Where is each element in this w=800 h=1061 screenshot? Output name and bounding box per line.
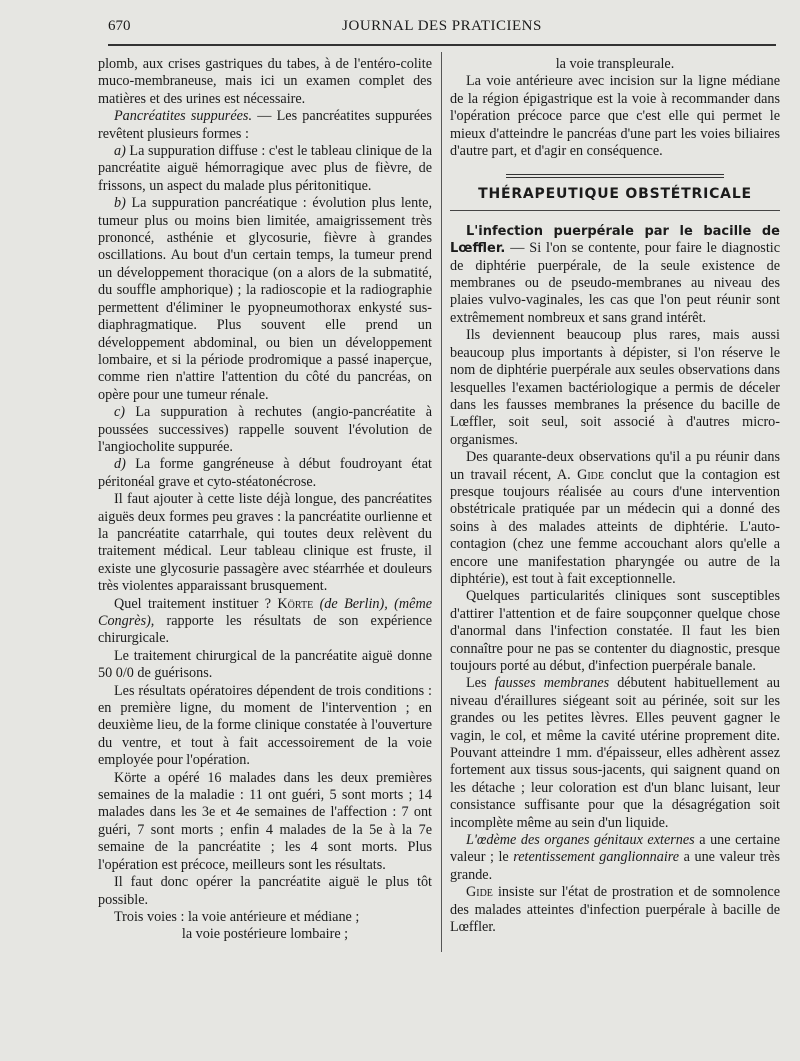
paragraph-text: rapporte les résultats de son expérience chirurgicale. — [98, 613, 432, 647]
italic-phrase: retentissement ganglionnaire — [513, 849, 680, 866]
paragraph — [98, 56, 432, 108]
paragraph — [98, 404, 432, 456]
italic-lead: L'œdème des organes génitaux externes — [466, 832, 695, 849]
page-number: 670 — [108, 18, 131, 34]
paragraph — [98, 770, 432, 874]
paragraph-text: Quel traitement instituer ? — [114, 595, 278, 612]
right-column-body — [450, 223, 780, 937]
left-column — [98, 56, 432, 944]
paragraph — [450, 884, 780, 936]
paragraph-text: Des quarante-deux observations qu'il a pu réunir dans un travail récent, A. — [450, 449, 780, 483]
paragraph-text: La forme gangréneuse à début foudroyant état péritonéal grave et cyto-stéatonécrose. — [98, 456, 432, 490]
paragraph-text: a une certaine valeur ; le — [450, 832, 780, 866]
paragraph — [450, 588, 780, 675]
paragraph — [450, 675, 780, 832]
paragraph — [98, 874, 432, 909]
paragraph — [98, 143, 432, 195]
paragraph-text: la voie postérieure lombaire ; — [181, 926, 349, 943]
paragraph-text: La voie antérieure avec incision sur la ligne médiane de la région épigastrique est la voie à recommander dans l'opération précoce parce que c'est elle qui permet le mieux d'atteindre le pancréas d'une part les voies biliaires d'autre part, et d'agir en conséquence. — [450, 73, 780, 160]
paragraph — [98, 926, 432, 943]
author-name: Körte — [277, 595, 314, 612]
italic-lead: a) — [114, 143, 126, 160]
page-header — [108, 14, 776, 42]
italic-phrase: (de Berlin), (même Congrès), — [98, 595, 432, 629]
paragraph-text: la voie transpleurale. — [555, 56, 675, 72]
paragraph — [98, 491, 432, 595]
paragraph-text: a une valeur très grande. — [450, 849, 780, 883]
paragraph-text: débutent habituellement au niveau d'éraillures siégeant soit au périnée, soit sur les grandes ou les petites lèvres. Elles peuvent gagner le vagin, le col, et même la cavité utérine proprement dite. Pouvant atteindre 1 mm. d'épaisseur, elles adhèrent assez fortement aux tissus sous-jacents, qui saignent quand on les détache ; leur coloration est d'un blanc luisant, leur consistance suffisante pour que la désagrégation soit incomplète même au sein d'un liquide. — [450, 675, 780, 831]
paragraph — [98, 683, 432, 770]
italic-lead: b) — [114, 195, 126, 212]
italic-phrase: fausses membranes — [494, 675, 610, 692]
paragraph — [98, 195, 432, 404]
paragraph — [450, 832, 780, 884]
author-name: Gide — [577, 466, 604, 483]
column-divider — [441, 52, 442, 952]
paragraph-text: La suppuration à rechutes (angio-pancréatite à poussées successives) rappelle souvent l'évolution de l'angiocholite suppurée. — [98, 404, 432, 455]
paragraph-text: conclut que la contagion est presque toujours réalisée au cours d'une intervention obstétricale pratiquée par un médecin qui a donné des soins à des malades atteints de diphtérie. L'auto-contagion (chez une femme accouchant alors qu'elle a encore une manifestation pharyngée ou autre de la diphtérie), est tout à fait exceptionnelle. — [450, 466, 780, 587]
article-title: L'infection puerpérale par le bacille de Lœffler. — [450, 223, 780, 257]
paragraph-text: Les résultats opératoires dépendent de trois conditions : en première ligne, du moment de l'intervention ; en deuxième lieu, de la forme clinique constatée à l'ouverture du ventre, et tout à fait accessoirement de la voie employée pour l'opération. — [98, 682, 432, 769]
author-name: Gide — [466, 884, 493, 901]
paragraph-text: Trois voies : la voie antérieure et médiane ; — [114, 908, 360, 925]
paragraph — [98, 596, 432, 648]
paragraph — [98, 456, 432, 491]
paragraph — [450, 327, 780, 449]
section-divider — [506, 174, 724, 178]
right-column — [450, 56, 780, 937]
paragraph-text: Ils deviennent beaucoup plus rares, mais aussi beaucoup plus importants à dépister, si l'on réserve le nom de diphtérie puerpérale aux seules observations dans lesquelles l'examen bactériologique a permis de déceler dans les fausses membranes la présence du bacille de Lœffler, soit seul, soit associé à d'autres micro-organismes. — [450, 327, 780, 448]
paragraph-text: Quelques particularités cliniques sont susceptibles d'attirer l'attention et de faire soupçonner quelque chose d'anormal dans l'infection constatée. Il faut les bien connaître pour ne pas se contenter du diagnostic, presque toujours porté au début, d'infection puerpérale banale. — [450, 588, 780, 674]
paragraph-text: plomb, aux crises gastriques du tabes, à de l'entéro-colite muco-membraneuse, mais ici un examen complet des matières et des urines est nécessaire. — [98, 56, 432, 107]
paragraph — [98, 648, 432, 683]
paragraph — [98, 909, 432, 926]
paragraph-text: Le traitement chirurgical de la pancréatite aiguë donne 50 0/0 de guérisons. — [98, 647, 432, 682]
running-head: JOURNAL DES PRATICIENS — [342, 18, 542, 34]
paragraph-text: Il faut ajouter à cette liste déjà longue, des pancréatites aiguës deux formes peu graves : la pancréatite ourlienne et la pancréatite catarrhale, qui toutes deux relèvent du traitement médical. Leur tableau clinique est fruste, il existe une glycosurie passagère avec stéarrhée et douleurs très violentes apparaissant brusquement. — [98, 491, 432, 595]
paragraph — [450, 56, 780, 73]
paragraph — [450, 73, 780, 160]
header-rule — [108, 44, 776, 46]
section-title: THÉRAPEUTIQUE OBSTÉTRICALE — [478, 186, 752, 203]
section-rule — [450, 210, 780, 211]
paragraph-text: Körte a opéré 16 malades dans les deux premières semaines de la maladie : 11 ont guéri, 5 sont morts ; 14 malades dans les 3e et 4e semaines de l'affection : 7 ont guéri, 7 sont morts ; enfin 4 malades de la 5e à la 7e semaine de la pancréatite ; les 4 sont morts. Plus l'opération est précoce, meilleurs sont les résultats. — [98, 769, 432, 873]
italic-lead: d) — [114, 456, 126, 473]
paragraph-text: — Les pancréatites suppurées revêtent plusieurs formes : — [98, 108, 432, 142]
paragraph-text: — Si l'on se contente, pour faire le diagnostic de diphtérie puerpérale, de la seule existence de membranes ou de pseudo-membranes au niveau des plaies vulvo-vaginales, les cas que l'on peut réunir sont extrêmement nombreux et sans grand intérêt. — [450, 240, 780, 326]
paragraph — [98, 108, 432, 143]
italic-lead: Pancréatites suppurées. — [114, 108, 252, 125]
italic-lead: c) — [114, 404, 126, 421]
paragraph — [450, 449, 780, 588]
paragraph-text: La suppuration pancréatique : évolution plus lente, tumeur plus ou moins bien limitée, amaigrissement très prononcé, asthénie et glycosurie, fièvre à grandes oscillations. Au bout d'un certain temps, la tumeur prend un développement thoracique (on a alors de la submatité, du souffle amphorique) ; la radioscopie et la radiographie permettent d'éliminer le pyopneumothorax enkysté sus-diaphragmatique. Plus souvent elle prend un développement abdominal, ou bien un développement lombaire, et si la période prodromique a passé inaperçue, comme rien n'attire l'attention du côté du pancréas, on opère pour une tumeur rénale. — [98, 195, 432, 403]
right-column-top — [450, 56, 780, 160]
paragraph-text: La suppuration diffuse : c'est le tableau clinique de la pancréatite aiguë hémorragique avec plus de fièvre, de frissons, un aspect du malade plus péritonitique. — [98, 143, 432, 194]
paragraph-text: Les — [466, 675, 495, 692]
paragraph-text: insiste sur l'état de prostration et de somnolence des malades atteintes d'infection puerpérale à bacille de Lœffler. — [450, 884, 780, 936]
paragraph-text: Il faut donc opérer la pancréatite aiguë le plus tôt possible. — [98, 874, 432, 908]
paragraph — [450, 223, 780, 327]
